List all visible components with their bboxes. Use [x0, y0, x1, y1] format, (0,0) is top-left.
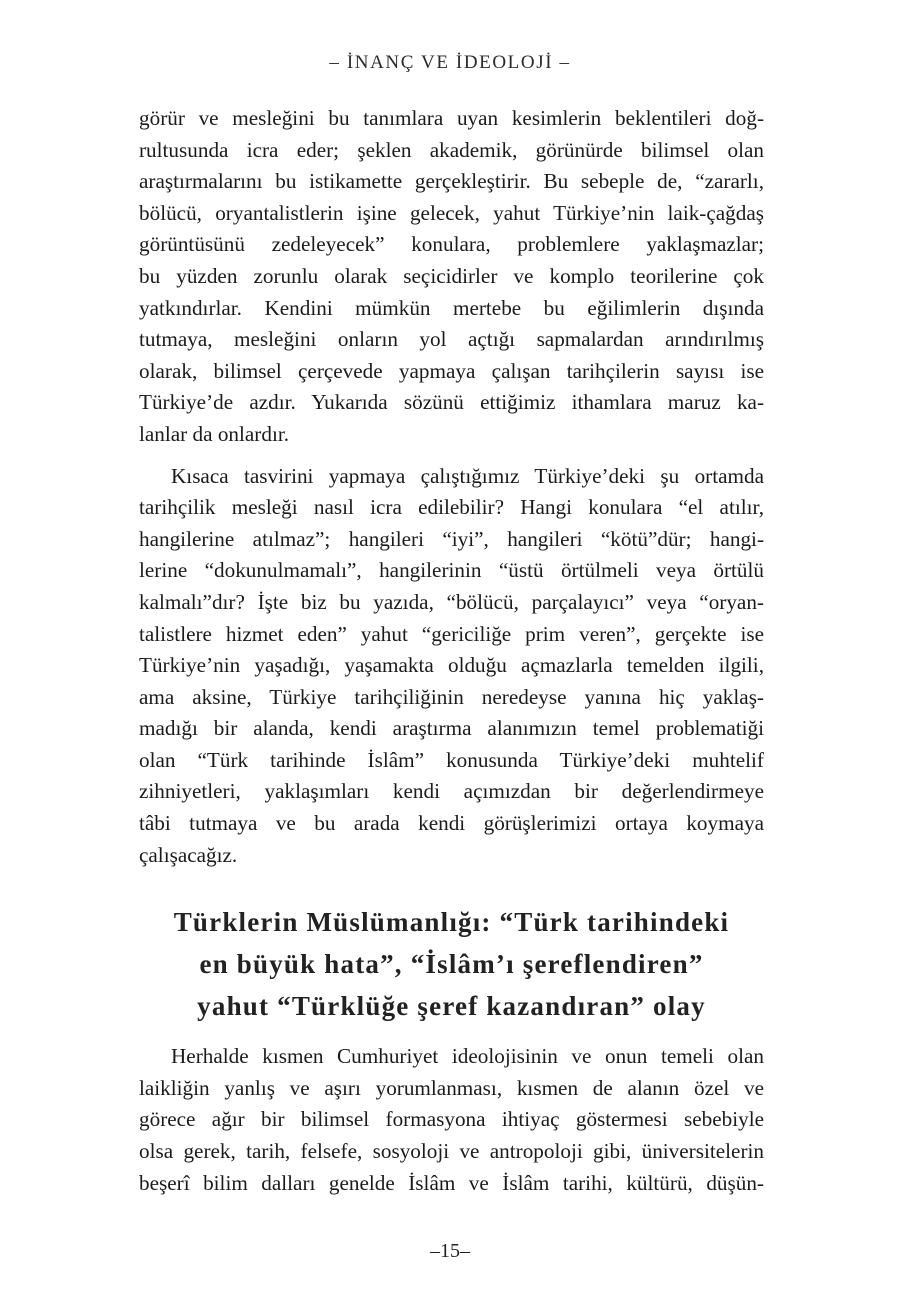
text-line: olsa gerek, tarih, felsefe, sosyoloji ve antropoloji gibi, üniversitelerin	[139, 1139, 764, 1164]
heading-line: Türklerin Müslümanlığı: “Türk tarihindeki	[173, 907, 730, 938]
page-number: –15–	[430, 1240, 470, 1262]
paragraph-2	[139, 461, 764, 872]
text-line: rultusunda icra eder; şeklen akademik, görünürde bilimsel olan	[139, 137, 764, 162]
text-line: tarihçilik mesleği nasıl icra edilebilir? Hangi konulara “el atılır,	[139, 495, 764, 520]
text-line: laikliğin yanlış ve aşırı yorumlanması, kısmen de alanın özel ve	[139, 1075, 764, 1100]
text-line: tutmaya, mesleğini onların yol açtığı sapmalardan arındırılmış	[139, 327, 764, 352]
body-text	[139, 103, 764, 1199]
text-line: beşerî bilim dalları genelde İslâm ve İslâm tarihi, kültürü, düşün-	[139, 1170, 764, 1195]
heading-line: en büyük hata”, “İslâm’ı şereflendiren”	[199, 949, 704, 980]
text-line: hangilerine atılmaz”; hangileri “iyi”, hangileri “kötü”dür; hangi-	[139, 526, 764, 551]
text-line: talistlere hizmet eden” yahut “gericiliğe prim veren”, gerçekte ise	[139, 621, 764, 646]
text-line: Kısaca tasvirini yapmaya çalıştığımız Türkiye’deki şu ortamda	[171, 463, 764, 488]
text-line: Türkiye’de azdır. Yukarıda sözünü ettiğimiz ithamlara maruz ka-	[139, 390, 764, 415]
text-line: görüntüsünü zedeleyecek” konulara, problemlere yaklaşmazlar;	[139, 232, 764, 257]
text-line: Herhalde kısmen Cumhuriyet ideolojisinin ve onun temeli olan	[171, 1044, 764, 1069]
text-line: bölücü, oryantalistlerin işine gelecek, yahut Türkiye’nin laik-çağdaş	[139, 200, 764, 225]
text-line: lerine “dokunulmamalı”, hangilerinin “üstü örtülmeli veya örtülü	[139, 558, 764, 583]
running-head: – İNANÇ VE İDEOLOJİ –	[329, 52, 571, 73]
text-line: araştırmalarını bu istikamette gerçekleştirir. Bu sebeple de, “zararlı,	[139, 169, 764, 194]
text-line: lanlar da onlardır.	[139, 421, 290, 446]
text-line: görece ağır bir bilimsel formasyona ihtiyaç göstermesi sebebiyle	[139, 1107, 764, 1132]
text-line: olarak, bilimsel çerçevede yapmaya çalışan tarihçilerin sayısı ise	[139, 358, 764, 383]
text-line: kalmalı”dır? İşte biz bu yazıda, “bölücü, parçalayıcı” veya “oryan-	[139, 589, 764, 614]
text-line: olan “Türk tarihinde İslâm” konusunda Türkiye’deki muhtelif	[139, 747, 764, 772]
heading-line: yahut “Türklüğe şeref kazandıran” olay	[197, 991, 706, 1022]
text-line: Türkiye’nin yaşadığı, yaşamakta olduğu açmazlarla temelden ilgili,	[139, 653, 764, 678]
text-line: ama aksine, Türkiye tarihçiliğinin neredeyse yanına hiç yaklaş-	[139, 684, 764, 709]
text-line: tâbi tutmaya ve bu arada kendi görüşlerimizi ortaya koymaya	[139, 811, 764, 836]
paragraph-1	[139, 103, 764, 451]
text-line: zihniyetleri, yaklaşımları kendi açımızdan bir değerlendirmeye	[139, 779, 764, 804]
text-line: bu yüzden zorunlu olarak seçicidirler ve komplo teorilerine çok	[139, 263, 764, 288]
text-line: görür ve mesleğini bu tanımlara uyan kesimlerin beklentileri doğ-	[139, 106, 764, 130]
text-line: çalışacağız.	[139, 842, 238, 867]
paragraph-3	[139, 1041, 764, 1199]
section-heading	[139, 901, 764, 1027]
text-line: yatkındırlar. Kendini mümkün mertebe bu eğilimlerin dışında	[139, 295, 764, 320]
text-line: madığı bir alanda, kendi araştırma alanımızın temel problematiği	[139, 716, 764, 741]
